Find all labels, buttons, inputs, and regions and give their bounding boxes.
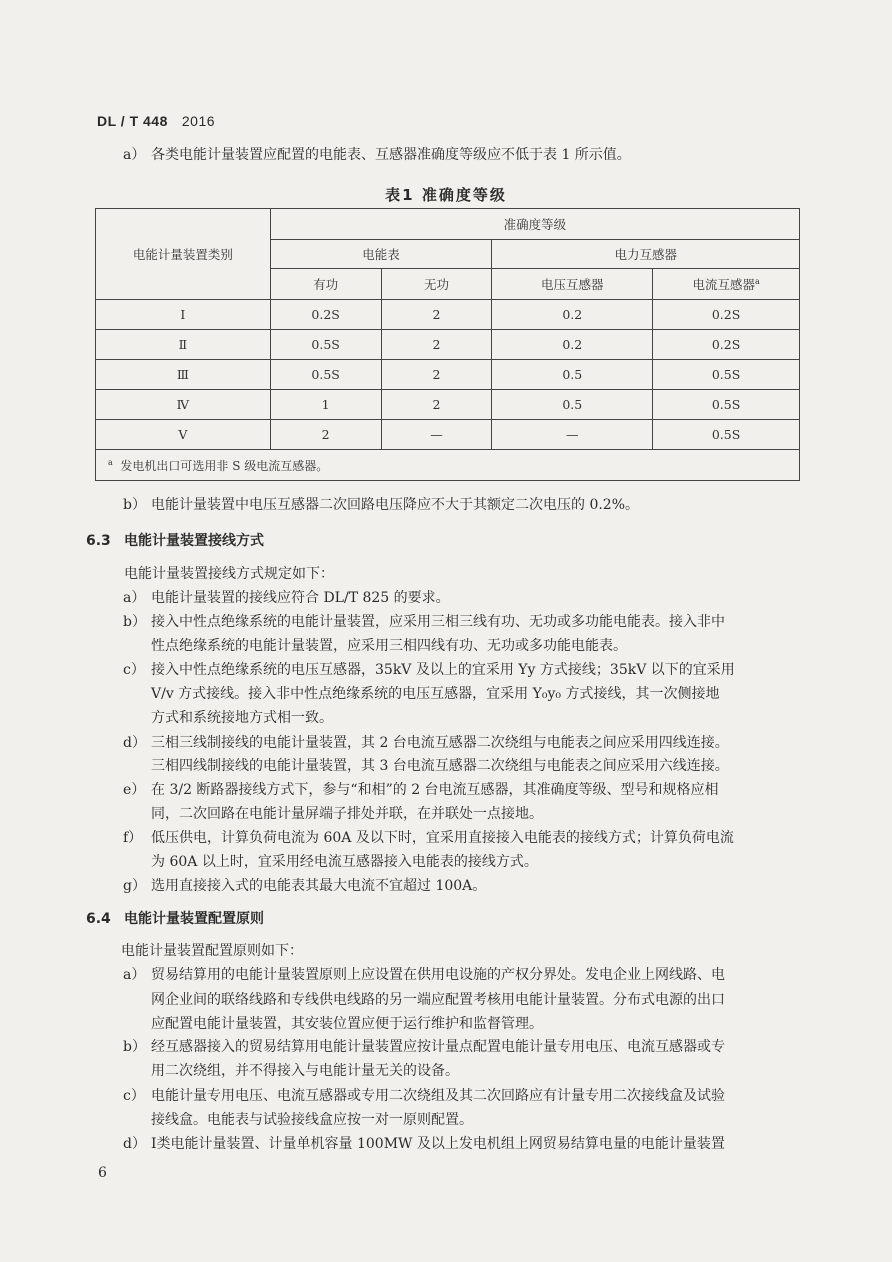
item-text: 电能计量装置中电压互感器二次回路电压降应不大于其额定二次电压的 0.2%。 <box>151 497 640 513</box>
cell-ct: 0.5S <box>653 360 800 390</box>
intro-item-a <box>123 145 631 165</box>
header-category: 电能计量装置类别 <box>96 209 271 300</box>
list-item: f） 低压供电，计算负荷电流为 60A 及以下时，宜采用直接接入电能表的接线方式；计算负荷电流 <box>123 830 734 846</box>
list-item-continuation: 为 60A 以上时，宜采用经电流互感器接入电能表的接线方式。 <box>151 854 538 870</box>
table-footnote <box>96 450 800 481</box>
section-heading-6-4 <box>86 908 264 928</box>
cell-ct: 0.2S <box>653 330 800 360</box>
section-intro: 电能计量装置接线方式规定如下： <box>124 566 334 582</box>
header-active: 有功 <box>270 269 381 300</box>
cell-ct: 0.2S <box>653 300 800 330</box>
table-row <box>96 420 800 450</box>
list-item-continuation: 三相四线制接线的电能计量装置，其 3 台电流互感器二次绕组与电能表之间应采用六线连接。 <box>151 758 729 774</box>
cell-ct: 0.5S <box>653 420 800 450</box>
cell-vt: 0.2 <box>492 330 653 360</box>
list-item: b） 接入中性点绝缘系统的电能计量装置，应采用三相三线有功、无功或多功能电能表。接入非中 <box>123 614 725 630</box>
list-item: a） 电能计量装置的接线应符合 DL/T 825 的要求。 <box>123 590 450 606</box>
list-item: b） 经互感器接入的贸易结算用电能计量装置应按计量点配置电能计量专用电压、电流互感器或专 <box>123 1039 725 1055</box>
header-ct-label: 电流互感器 <box>692 277 755 292</box>
table-caption: 表1 准确度等级 <box>385 186 507 204</box>
cell-category: Ⅰ <box>96 300 271 330</box>
footnote-text: 发电机出口可选用非 S 级电流互感器。 <box>120 458 329 473</box>
footnote-ref: a <box>754 276 760 286</box>
cell-vt: — <box>492 420 653 450</box>
cell-active: 1 <box>270 390 381 420</box>
list-item-continuation: 性点绝缘系统的电能计量装置，应采用三相四线有功、无功或多功能电能表。 <box>151 638 627 654</box>
cell-vt: 0.2 <box>492 300 653 330</box>
section-number: 6.4 <box>86 911 111 927</box>
cell-category: Ⅳ <box>96 390 271 420</box>
cell-vt: 0.5 <box>492 390 653 420</box>
header-reactive: 无功 <box>381 269 492 300</box>
cell-active: 0.2S <box>270 300 381 330</box>
header-ct <box>653 269 800 300</box>
list-item-continuation: V/v 方式接线。接入非中性点绝缘系统的电压互感器，宜采用 Y₀y₀ 方式接线，其一次侧接地 <box>151 686 720 702</box>
section-intro: 电能计量装置配置原则如下： <box>121 943 303 959</box>
section-title: 电能计量装置配置原则 <box>124 911 264 927</box>
table-row <box>96 360 800 390</box>
item-label: b） <box>123 497 146 513</box>
cell-active: 0.5S <box>270 330 381 360</box>
list-item: a） 贸易结算用的电能计量装置原则上应设置在供用电设施的产权分界处。发电企业上网线路、电 <box>123 967 725 983</box>
section-title: 电能计量装置接线方式 <box>124 533 264 549</box>
section-heading-6-3 <box>86 530 264 550</box>
cell-category: Ⅴ <box>96 420 271 450</box>
cell-active: 0.5S <box>270 360 381 390</box>
list-item-continuation: 网企业间的联络线路和专线供电线路的另一端应配置考核用电能计量装置。分布式电源的出口 <box>151 992 725 1008</box>
cell-category: Ⅱ <box>96 330 271 360</box>
standard-code: DL / T 448 <box>97 113 168 129</box>
cell-category: Ⅲ <box>96 360 271 390</box>
cell-reactive: 2 <box>381 300 492 330</box>
section-number: 6.3 <box>86 533 111 549</box>
cell-reactive: 2 <box>381 390 492 420</box>
header-vt: 电压互感器 <box>492 269 653 300</box>
header-meter: 电能表 <box>270 240 492 269</box>
accuracy-table <box>95 208 800 481</box>
list-item: d） Ⅰ类电能计量装置、计量单机容量 100MW 及以上发电机组上网贸易结算电量的电能计量装置 <box>123 1136 725 1152</box>
list-item: c） 接入中性点绝缘系统的电压互感器，35kV 及以上的宜采用 Yy 方式接线；35kV 以下的宜采用 <box>123 662 735 678</box>
standard-header <box>97 113 215 129</box>
header-transformer: 电力互感器 <box>492 240 800 269</box>
cell-reactive: — <box>381 420 492 450</box>
page-number: 6 <box>98 1165 107 1181</box>
item-label: a） <box>123 147 146 163</box>
standard-year: 2016 <box>181 113 216 129</box>
cell-vt: 0.5 <box>492 360 653 390</box>
list-item: d） 三相三线制接线的电能计量装置，其 2 台电流互感器二次绕组与电能表之间应采用四线连接。 <box>123 735 729 751</box>
list-item-continuation: 接线盒。电能表与试验接线盒应按一对一原则配置。 <box>151 1112 473 1128</box>
list-item-continuation: 用二次绕组，并不得接入与电能计量无关的设备。 <box>151 1063 459 1079</box>
table-row <box>96 390 800 420</box>
list-item-continuation: 同，二次回路在电能计量屏端子排处并联，在并联处一点接地。 <box>151 806 543 822</box>
cell-ct: 0.5S <box>653 390 800 420</box>
table-row <box>96 330 800 360</box>
item-b <box>123 495 639 515</box>
cell-reactive: 2 <box>381 360 492 390</box>
cell-active: 2 <box>270 420 381 450</box>
item-text: 各类电能计量装置应配置的电能表、互感器准确度等级应不低于表 1 所示值。 <box>151 147 631 163</box>
list-item: g） 选用直接接入式的电能表其最大电流不宜超过 100A。 <box>123 878 487 894</box>
list-item: e） 在 3/2 断路器接线方式下，参与“和相”的 2 台电流互感器，其准确度等级、型号和规格应相 <box>123 782 719 798</box>
header-accuracy: 准确度等级 <box>270 209 799 240</box>
cell-reactive: 2 <box>381 330 492 360</box>
list-item-continuation: 方式和系统接地方式相一致。 <box>151 710 333 726</box>
footnote-mark: a <box>108 457 113 467</box>
list-item-continuation: 应配置电能计量装置，其安装位置应便于运行维护和监督管理。 <box>151 1016 543 1032</box>
list-item: c） 电能计量专用电压、电流互感器或专用二次绕组及其二次回路应有计量专用二次接线盒及试验 <box>123 1088 725 1104</box>
table-row <box>96 300 800 330</box>
